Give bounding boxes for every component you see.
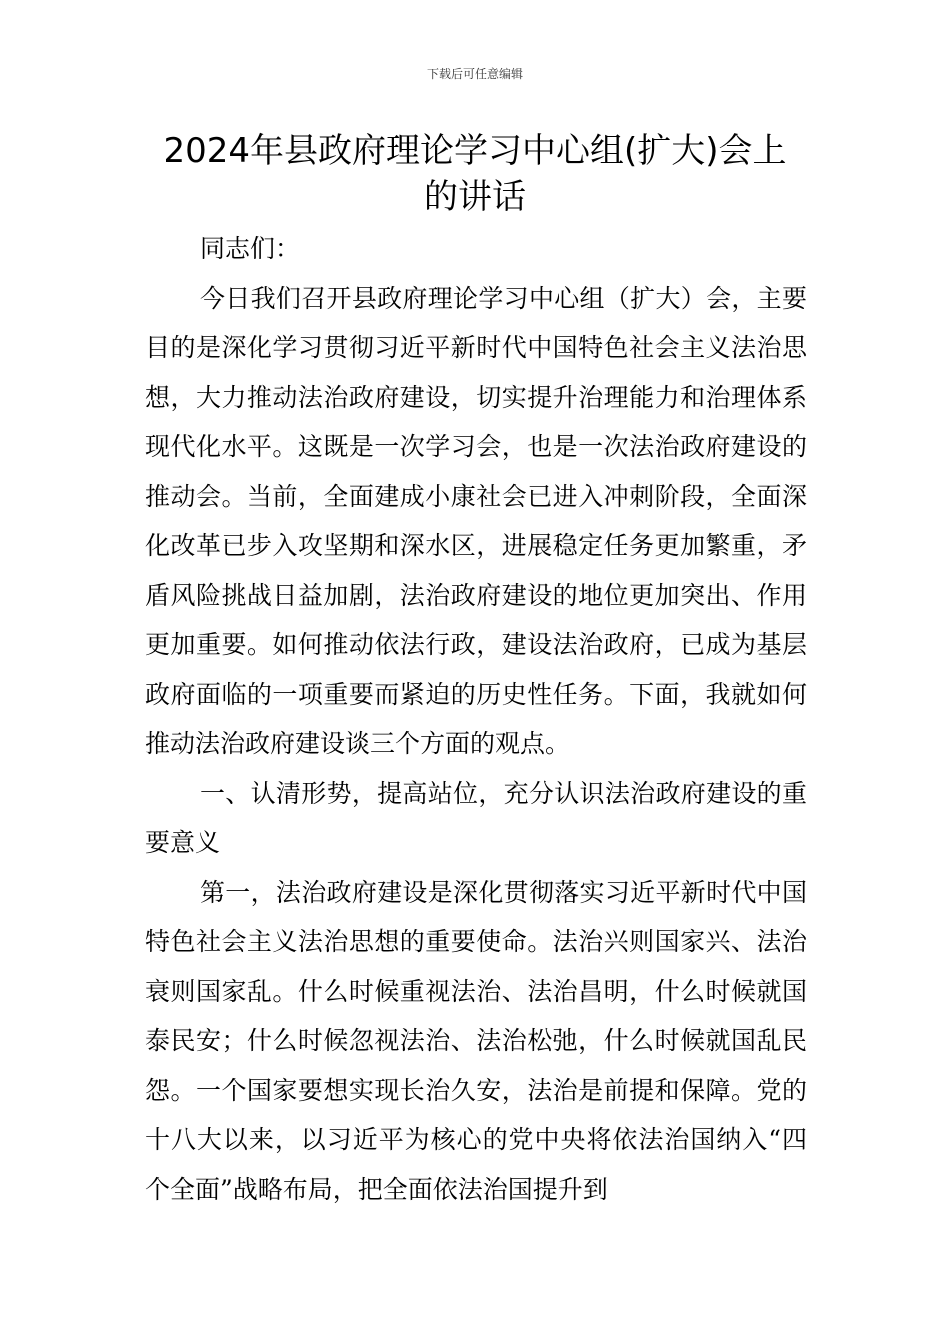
title-line-2: 的讲话 xyxy=(424,177,526,217)
document-title xyxy=(140,128,810,220)
paragraph: 第一，法治政府建设是深化贯彻落实习近平新时代中国特色社会主义法治思想的重要使命。法治兴则国家兴、法治衰则国家乱。什么时候重视法治、法治昌明，什么时候就国泰民安；什么时候忽视法治、法治松弛，什么时候就国乱民怨。一个国家要想实现长治久安，法治是前提和保障。党的十八大以来，以习近平为核心的党中央将依法治国纳入“四个全面”战略布局，把全面依法治国提升到 xyxy=(145,877,807,1204)
header-note: 下载后可任意编辑 xyxy=(426,67,523,81)
paragraph: 今日我们召开县政府理论学习中心组（扩大）会，主要目的是深化学习贯彻习近平新时代中国特色社会主义法治思想，大力推动法治政府建设，切实提升治理能力和治理体系现代化水平。这既是一次学习会，也是一次法治政府建设的推动会。当前，全面建成小康社会已进入冲刺阶段，全面深化改革已步入攻坚期和深水区，进展稳定任务更加繁重，矛盾风险挑战日益加剧，法治政府建设的地位更加突出、作用更加重要。如何推动依法行政，建设法治政府，已成为基层政府面临的一项重要而紧迫的历史性任务。下面，我就如何推动法治政府建设谈三个方面的观点。 xyxy=(145,283,807,758)
title-line-1: 2024年县政府理论学习中心组(扩大)会上 xyxy=(163,131,787,171)
section-heading: 一、认清形势，提高站位，充分认识法治政府建设的重要意义 xyxy=(145,778,807,857)
salutation: 同志们： xyxy=(200,234,301,263)
document-body xyxy=(145,224,807,1214)
